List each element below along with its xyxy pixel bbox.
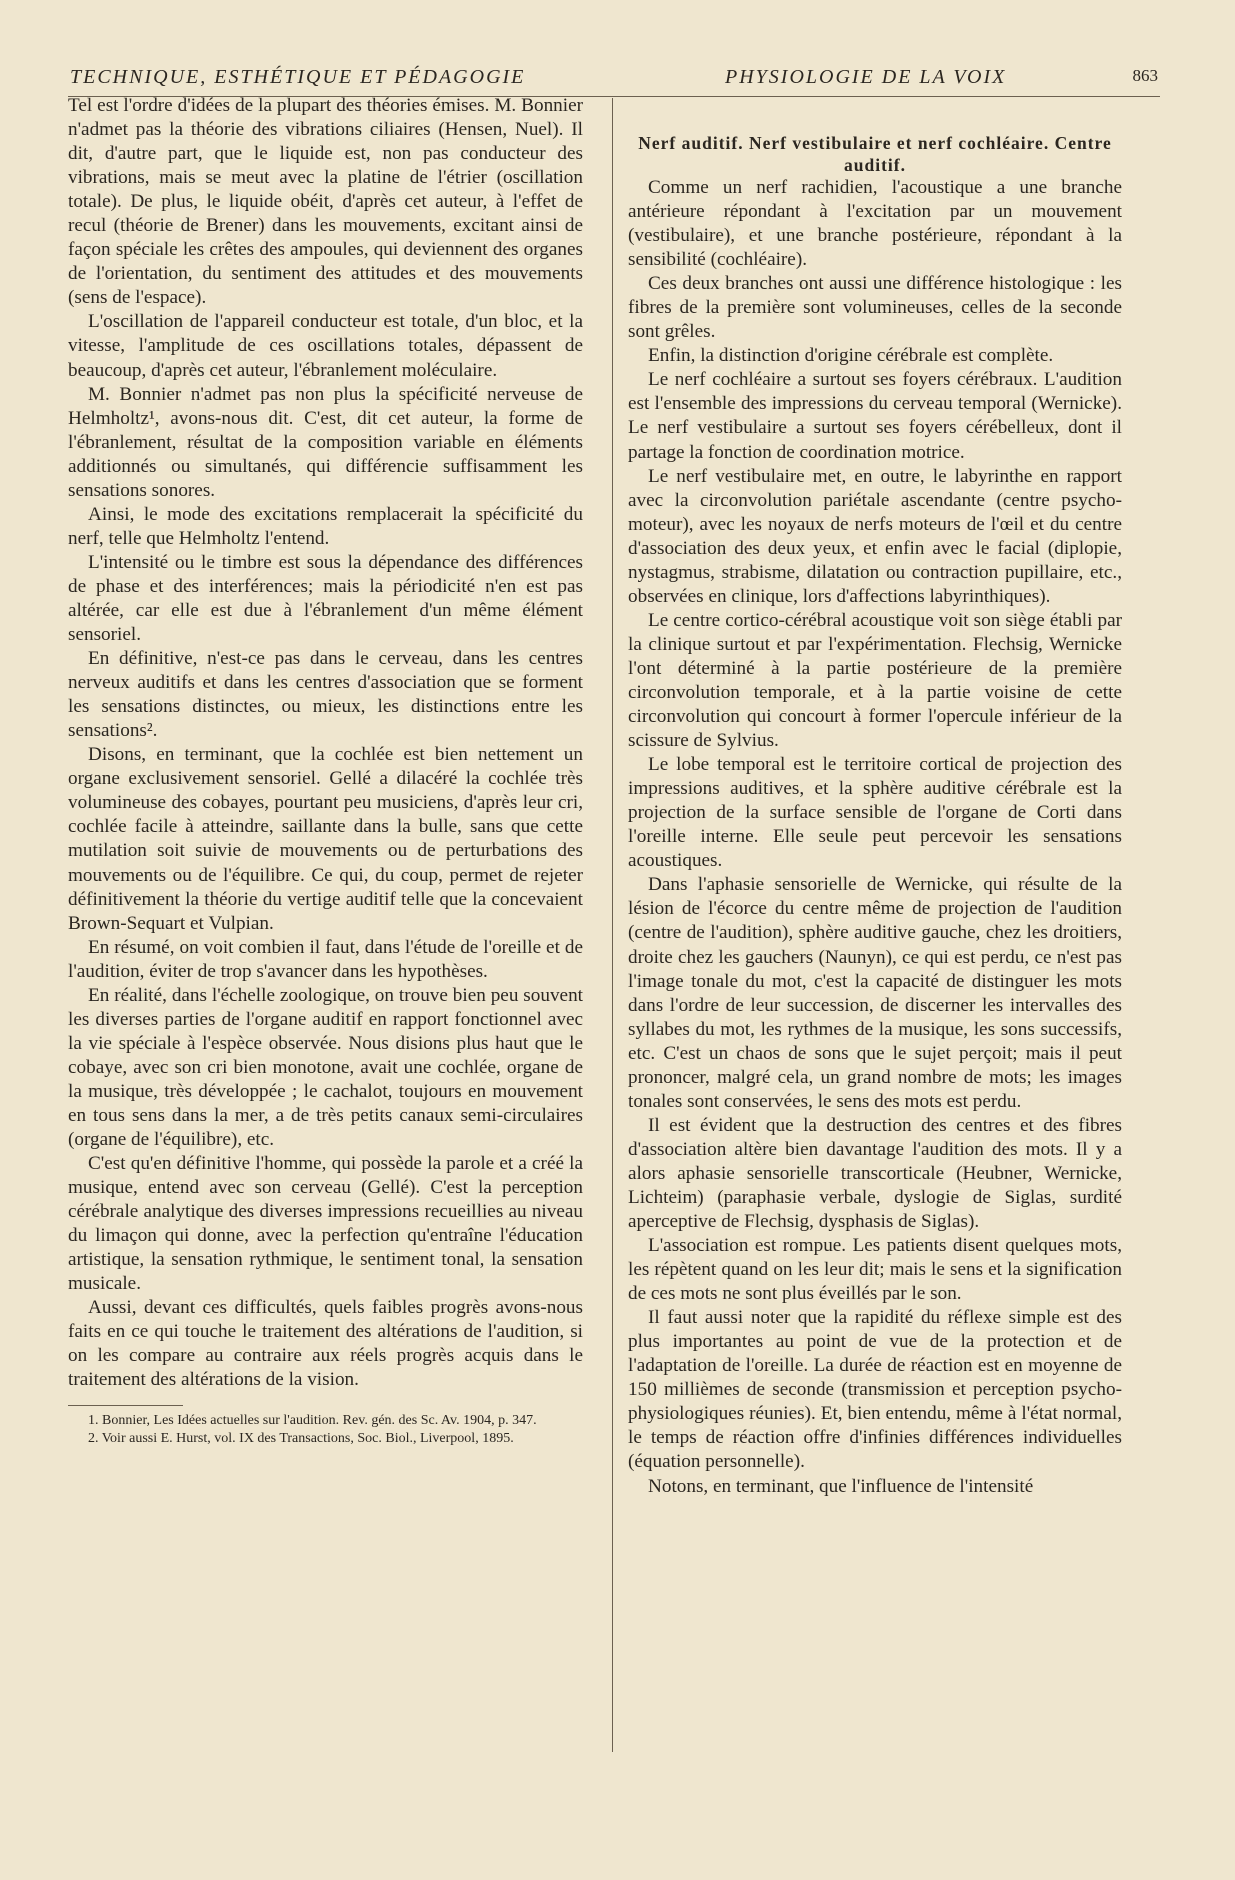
- paragraph: Il est évident que la destruction des centres et des fibres d'association altère bien davantage l'audition des mots. Il y a alors aphasie sensorielle transcorticale (Heubner, Wernicke, Lichteim) (paraphasie verbale, dyslogie de Siglas, surdité aperceptive de Flechsig, dysphasis de Siglas).: [628, 1114, 1122, 1233]
- paragraph: Tel est l'ordre d'idées de la plupart des théories émises. M. Bonnier n'admet pas la théorie des vibrations ciliaires (Hensen, Nuel). Il dit, d'autre part, que le liquide est, non pas conducteur des vibrations, mais se meut avec la platine de l'étrier (oscillation totale). De plus, le liquide obéit, d'après cet auteur, à l'effet de recul (théorie de Brener) dans les mouvements, excitant ainsi de façon spéciale les crêtes des ampoules, qui deviennent des organes de l'orientation, du sentiment des attitudes et des mouvements (sens de l'espace).: [68, 95, 583, 309]
- footnote: 2. Voir aussi E. Hurst, vol. IX des Transactions, Soc. Biol., Liverpool, 1895.: [88, 1430, 514, 1446]
- header-right-title: PHYSIOLOGIE DE LA VOIX: [725, 66, 1007, 88]
- column-divider: [612, 98, 613, 1752]
- footnote: 1. Bonnier, Les Idées actuelles sur l'audition. Rev. gén. des Sc. Av. 1904, p. 347.: [88, 1412, 537, 1428]
- section-title: Nerf auditif. Nerf vestibulaire et nerf cochléaire. Centre auditif.: [638, 133, 1112, 175]
- paragraph: Ainsi, le mode des excitations remplacerait la spécificité du nerf, telle que Helmholtz l'entend.: [68, 503, 583, 549]
- page-number: 863: [1132, 66, 1158, 85]
- paragraph: Notons, en terminant, que l'influence de l'intensité: [648, 1475, 1034, 1497]
- footnote-rule: [68, 1405, 183, 1406]
- paragraph: M. Bonnier n'admet pas non plus la spécificité nerveuse de Helmholtz¹, avons-nous dit. C'est, dit cet auteur, la forme de l'ébranlement, résultat de la composition variable en éléments additionnés ou simultanés, qui différencie suffisamment les sensations sonores.: [68, 383, 583, 501]
- paragraph: L'association est rompue. Les patients disent quelques mots, les répètent quand on les leur dit; mais le sens et la signification de ces mots ne sont plus éveillés par le son.: [628, 1235, 1122, 1305]
- header-left-title: TECHNIQUE, ESTHÉTIQUE ET PÉDAGOGIE: [70, 66, 526, 88]
- paragraph: L'intensité ou le timbre est sous la dépendance des différences de phase et des interférences; mais la périodicité n'en est pas altérée, car elle est due à l'ébranlement d'un même élément sensoriel.: [68, 551, 583, 646]
- paragraph: Aussi, devant ces difficultés, quels faibles progrès avons-nous faits en ce qui touche le traitement des altérations de l'audition, si on les compare au contraire aux réels progrès acquis dans le traitement des altérations de la vision.: [68, 1297, 583, 1391]
- paragraph: En définitive, n'est-ce pas dans le cerveau, dans les centres nerveux auditifs et dans les centres d'association que se forment les sensations distinctes, ou mieux, les distinctions entre les sensations².: [68, 648, 583, 742]
- running-header: [70, 66, 1158, 96]
- paragraph: Le nerf vestibulaire met, en outre, le labyrinthe en rapport avec la circonvolution pariétale ascendante (centre psycho-moteur), avec les noyaux de nerfs moteurs de l'œil et du centre d'association des deux yeux, et enfin avec le facial (diplopie, nystagmus, strabisme, dilatation ou contraction pupillaire, etc., observées en clinique, lors d'affections labyrinthiques).: [628, 465, 1122, 607]
- paragraph: C'est qu'en définitive l'homme, qui possède la parole et a créé la musique, entend avec son cerveau (Gellé). C'est la perception cérébrale analytique des diverses impressions recueillies au niveau du limaçon qui donne, avec la perfection qu'entraîne l'éducation artistique, la sensation rythmique, le sentiment tonal, la sensation musicale.: [68, 1153, 583, 1295]
- paragraph: L'oscillation de l'appareil conducteur est totale, d'un bloc, et la vitesse, l'amplitude de ces oscillations totales, dépassent de beaucoup, d'après cet auteur, l'ébranlement moléculaire.: [68, 311, 583, 381]
- paragraph: Le lobe temporal est le territoire cortical de projection des impressions auditives, et la sphère auditive cérébrale est la projection de la surface sensible de l'organe de Corti dans l'oreille interne. Elle seule peut percevoir les sensations acoustiques.: [628, 754, 1122, 872]
- paragraph: Le nerf cochléaire a surtout ses foyers cérébraux. L'audition est l'ensemble des impressions du cerveau temporal (Wernicke). Le nerf vestibulaire a surtout ses foyers cérébelleux, dont il partage la fonction de coordination motrice.: [628, 369, 1122, 463]
- paragraph: Le centre cortico-cérébral acoustique voit son siège établi par la clinique surtout et par l'expérimentation. Flechsig, Wernicke l'ont déterminé à la partie postérieure de la première circonvolution temporale, et à la partie voisine de cette circonvolution qui concourt à former l'opercule inférieur de la scissure de Sylvius.: [628, 609, 1122, 752]
- paragraph: Enfin, la distinction d'origine cérébrale est complète.: [648, 345, 1054, 367]
- paragraph: Disons, en terminant, que la cochlée est bien nettement un organe exclusivement sensoriel. Gellé a dilacéré la cochlée très volumineuse des cobayes, pourtant peu musiciens, d'après leur cri, cochlée facile à atteindre, saillante dans la bulle, sans que cette mutilation soit suivie de mouvements ou de perturbations des mouvements ou de l'équilibre. Ce qui, du coup, permet de rejeter définitivement la théorie du vertige auditif telle que la concevaient Brown-Sequart et Vulpian.: [68, 744, 583, 934]
- paragraph: En réalité, dans l'échelle zoologique, on trouve bien peu souvent les diverses parties de l'organe auditif en rapport fonctionnel avec la vie spéciale à l'espèce observée. Nous disions plus haut que le cobaye, avec son cri bien monotone, avait une cochlée, organe de la musique, très développée ; le cachalot, toujours en mouvement en tous sens dans la mer, a de très petits canaux semi-circulaires (organe de l'équilibre), etc.: [68, 984, 583, 1151]
- paragraph: Il faut aussi noter que la rapidité du réflexe simple est des plus importantes au point de vue de la protection et de l'adaptation de l'oreille. La durée de réaction est en moyenne de 150 millièmes de seconde (transmission et perception psycho-physiologiques réunies). Et, bien entendu, même à l'état normal, le temps de réaction offre d'infinies différences individuelles (équation personnelle).: [628, 1307, 1122, 1473]
- left-column: [68, 94, 583, 1448]
- paragraph: Ces deux branches ont aussi une différence histologique : les fibres de la première sont volumineuses, celles de la seconde sont grêles.: [628, 273, 1122, 343]
- paragraph: Comme un nerf rachidien, l'acoustique a une branche antérieure répondant à l'excitation par un mouvement (vestibulaire), et une branche postérieure, répondant à la sensibilité (cochléaire).: [628, 177, 1122, 271]
- right-column: [628, 132, 1122, 1499]
- paragraph: Dans l'aphasie sensorielle de Wernicke, qui résulte de la lésion de l'écorce du centre même de projection de l'audition (centre de l'audition), sphère auditive gauche, chez les droitiers, droite chez les gauchers (Naunyn), ce qui est perdu, ce n'est pas l'image tonale du mot, c'est la capacité de distinguer les mots dans l'ordre de leur succession, de discerner les intervalles des syllabes du mot, les rythmes de la musique, les sons successifs, etc. C'est un chaos de sons que le sujet perçoit; mais il peut prononcer, malgré cela, un grand nombre de mots; les images tonales sont conservées, le sens des mots est perdu.: [628, 874, 1122, 1112]
- paragraph: En résumé, on voit combien il faut, dans l'étude de l'oreille et de l'audition, éviter de trop s'avancer dans les hypothèses.: [68, 936, 583, 982]
